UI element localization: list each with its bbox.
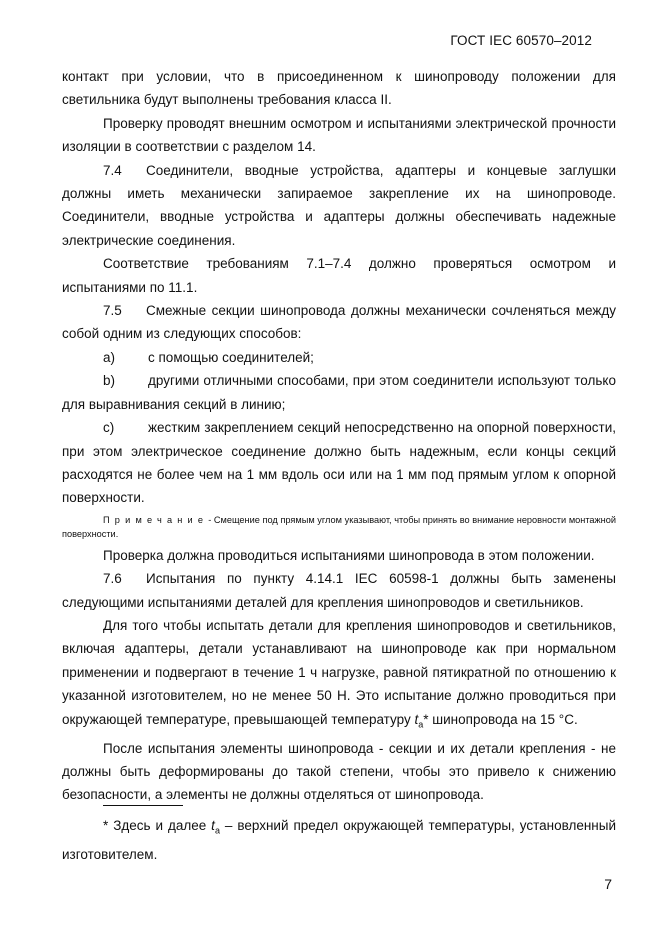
- document-header: ГОСТ IEC 60570–2012: [450, 33, 592, 48]
- page-number: 7: [604, 876, 612, 892]
- footnote-ref: *: [423, 711, 429, 727]
- clause-number: 7.6: [103, 571, 122, 587]
- list-marker: a): [103, 349, 116, 365]
- paragraph: контакт при условии, что в присоединенном к шинопроводу положении для светильника будут выполнены требования класса II.: [62, 69, 616, 108]
- clause-number: 7.5: [103, 303, 122, 319]
- footnote: [62, 814, 616, 867]
- list-item: [62, 416, 616, 510]
- paragraph: [62, 614, 616, 737]
- clause-7-5: [62, 299, 616, 346]
- list-marker: c): [103, 420, 115, 436]
- clause-7-4: [62, 159, 616, 253]
- temperature-subscript: a: [418, 719, 424, 730]
- paragraph-text: Для того чтобы испытать детали для крепления шинопроводов и светильников, включая адаптеры, детали устанавливают на шинопроводе как при нормальном применении и подвергают в течение 1 ч нагрузке, равной пятикратной по отношению к указанной изготовителем, но не менее 50 Н. Это испытание должно проводиться при окружающей температуре, превышающей температуру: [62, 617, 616, 727]
- footnote-text: – верхний предел окружающей температуры, установленный изготовителем.: [62, 818, 616, 862]
- note: [62, 513, 616, 541]
- list-item: [62, 346, 616, 369]
- clause-text: Соединители, вводные устройства, адаптеры и концевые заглушки должны иметь механически запираемое закрепление их на шинопроводе. Соединители, вводные устройства и адаптеры должны обеспечивать надежные электрические соединения.: [62, 162, 616, 248]
- paragraph-text: шинопровода на 15 °С.: [428, 711, 578, 727]
- paragraph: Проверка должна проводиться испытаниями шинопровода в этом положении.: [103, 547, 595, 563]
- page-body: [62, 65, 616, 807]
- note-text: - Смещение под прямым углом указывают, чтобы принять во внимание неровности монтажной поверхности.: [62, 514, 616, 539]
- paragraph: После испытания элементы шинопровода - секции и их детали крепления - не должны быть деформированы до такой степени, чтобы это привело к снижению безопасности, а элементы не должны отделяться от шинопровода.: [62, 740, 616, 803]
- footnote-separator: [103, 805, 183, 806]
- clause-7-6: [62, 567, 616, 614]
- temperature-symbol: t: [414, 711, 419, 727]
- temperature-subscript: a: [214, 825, 220, 836]
- footnote-lead: * Здесь и далее: [103, 818, 212, 833]
- list-text: с помощью соединителей;: [148, 349, 314, 365]
- note-label: Примечание: [103, 514, 209, 525]
- temperature-symbol: t: [211, 818, 215, 833]
- list-text: другими отличными способами, при этом соединители используют только для выравнивания секций в линию;: [62, 373, 616, 412]
- paragraph: Соответствие требованиям 7.1–7.4 должно проверяться осмотром и испытаниями по 11.1.: [62, 256, 616, 295]
- clause-text: Испытания по пункту 4.14.1 IEC 60598-1 должны быть заменены следующими испытаниями деталей для крепления шинопроводов и светильников.: [62, 571, 616, 610]
- paragraph: Проверку проводят внешним осмотром и испытаниями электрической прочности изоляции в соответствии с разделом 14.: [62, 115, 616, 155]
- list-marker: b): [103, 373, 116, 389]
- clause-text: Смежные секции шинопровода должны механически сочленяться между собой одним из следующих способов:: [62, 303, 616, 342]
- clause-number: 7.4: [103, 162, 122, 178]
- list-item: [62, 369, 616, 416]
- list-text: жестким закреплением секций непосредственно на опорной поверхности, при этом электрическое соединение должно быть надежным, если концы секций расходятся не более чем на 1 мм вдоль оси или на 1 мм под прямым углом к опорной поверхности.: [62, 420, 616, 506]
